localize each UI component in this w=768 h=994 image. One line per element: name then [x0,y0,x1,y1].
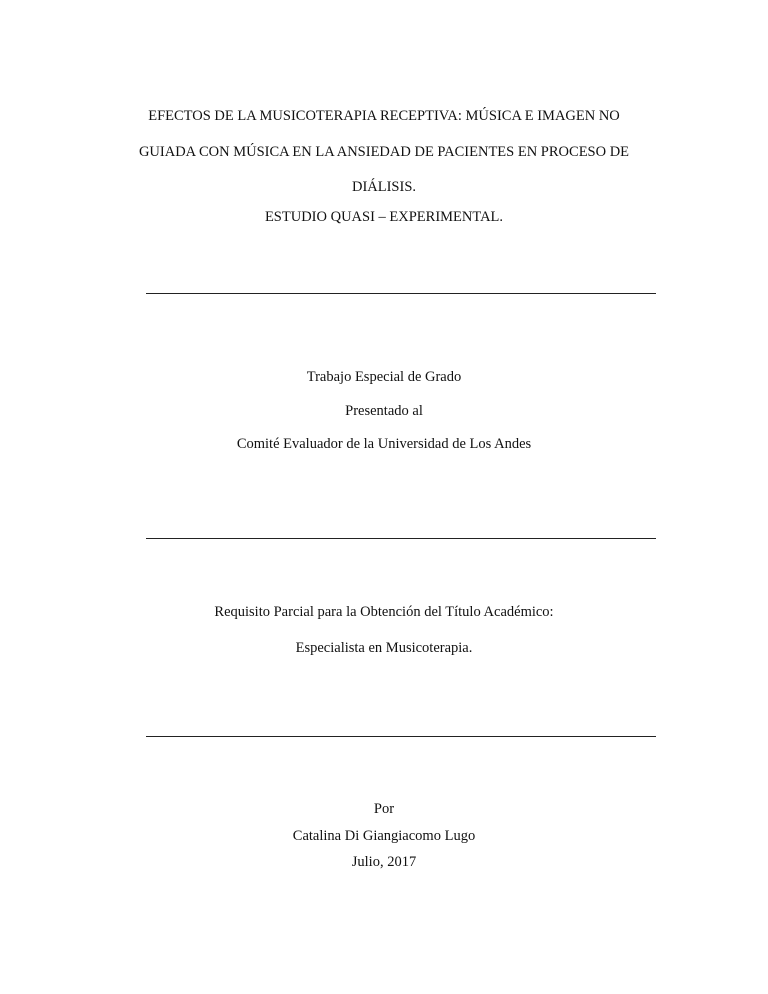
author-by: Por [373,801,395,817]
title-subtitle: ESTUDIO QUASI – EXPERIMENTAL. [264,209,504,225]
title-line-3: DIÁLISIS. [351,179,417,195]
author-name: Catalina Di Giangiacomo Lugo [292,828,476,844]
divider-1 [146,293,656,294]
presentation-line-1: Trabajo Especial de Grado [306,369,462,385]
author-date: Julio, 2017 [351,854,417,870]
divider-3 [146,736,656,737]
divider-2 [146,538,656,539]
requirement-line-1: Requisito Parcial para la Obtención del Título Académico: [214,604,554,620]
presentation-line-2: Presentado al [345,403,423,419]
requirement-line-2: Especialista en Musicoterapia. [295,640,473,656]
title-line-2: GUIADA CON MÚSICA EN LA ANSIEDAD DE PACIENTES EN PROCESO DE [138,144,630,160]
title-line-1: EFECTOS DE LA MUSICOTERAPIA RECEPTIVA: MÚSICA E IMAGEN NO [148,108,620,124]
presentation-line-3: Comité Evaluador de la Universidad de Los Andes [236,436,532,452]
